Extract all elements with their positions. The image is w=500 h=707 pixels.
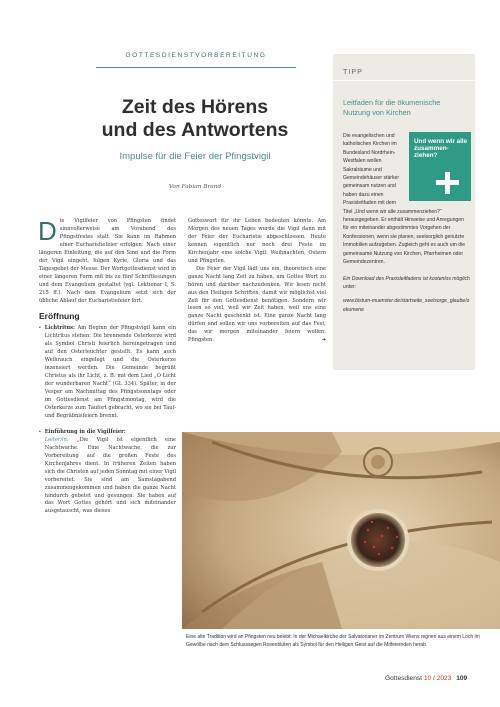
- page-number: 109: [456, 675, 468, 682]
- byline: Von Fabian Brand: [168, 184, 222, 190]
- article-subtitle: Impulse für die Feier der Pfingstvigil: [119, 151, 271, 162]
- cover-title: Und wenn wir alle zusammen-ziehen?: [414, 138, 468, 159]
- section-kicker: GOTTESDIENSTVORBEREITUNG: [125, 52, 267, 59]
- article-title: [60, 96, 330, 142]
- tip-divider: [333, 80, 475, 81]
- photo-illustration: [182, 432, 500, 629]
- tip-heading: Leitfaden für die ökumenische Nutzung von Kirchen: [343, 98, 441, 117]
- paragraph-text: Die Feier der Vigil lädt uns ein, theoretisch eine ganze Nacht lang Zeit zu haben, um Gottes Wort zu hören und darüber nachzudenken. Wir lesen nicht aus den Heiligen Schriften, damit wir möglichst viel Zeit für den Gottesdienst benötigen. Sondern wir lesen so viel, weil wir Zeit haben, weil uns eine ganze Nacht geschenkt ist. Eine ganze Nacht lang dürfen und sollen wir uns vorbereiten auf das Fest, das wir morgen miteinander feiern wollen: Pfingsten.: [188, 265, 326, 344]
- title-line-1: Zeit des Hörens: [121, 96, 269, 118]
- bullet-text: „Die Vigil ist eigentlich eine Nachtwache. Eine Nachtwache, die zur Vorbereitung auf die großen Feste des Kirchenjahres dient. In früheren Zeiten haben sich die Christen auf jeden Sonntag mit einer Vigil vorbereitet: Sie sind am Samstagabend zusammengekommen und haben die ganze Nacht hindurch gebetet und gesungen. Sie haben auf das Wort Gottes gehört und sich miteinander ausgetauscht, was dieses: [44, 436, 176, 515]
- magazine-name: Gottesdienst: [385, 675, 423, 682]
- intro-paragraph: ie Vigilfeier von Pfingsten findet sinnvollerweise am Vorabend des Pfingstfestes statt. Sie kann im Rahmen einer Eucharistiefeier erfolgen: Nach einer längeren Einleitung, die auf den Sinn und die Form der Vigil eingeht, folgen Kyrie, Gloria und das Tagesgebet der Messe. Der Wortgottesdienst wird in einer längeren Form mit bis zu fünf Schriftlesungen und dem Evangelium gestaltet (vgl. Lektionar I, S. 215 ff.). Nach dem Evangelium setzt sich der übliche Ablauf der Eucharistiefeier fort.: [39, 218, 176, 304]
- kicker-divider: [96, 67, 296, 68]
- tip-label: TIPP: [343, 67, 363, 76]
- tip-body: [343, 132, 471, 314]
- continue-arrow-icon: ➔: [321, 337, 326, 344]
- issue-number: 10 / 2023: [423, 675, 452, 682]
- bullet-text: Am Beginn der Pfingstvigil kann ein Lichtritus stehen: Die brennende Osterkerze wird als Symbol Christi feierlich hereingetragen und auf den Osterleuchter gestellt. Es kann auch Weihrauch eingelegt und die Osterkerze inzensiert werden. Die Gemeinde begrüßt Christus als ihr Licht, z. B. mit dem Lied „O Licht der wunderbaren Nacht“ (GL 334). Später, in der Vesper am Nachmittag des Pfingstsonntags oder im Gottesdienst am Pfingstmontag, wird die Osterkerze zum Taufort gebracht, wo sie bei Tauf- und Begräbnisfeiern brennt.: [44, 325, 176, 419]
- brochure-cover-image: [409, 132, 471, 201]
- download-link[interactable]: www.bistum-muenster.de/startseite_seelsorge_glaube/oekumene: [343, 298, 470, 313]
- list-item: [39, 325, 176, 420]
- bullet-label: Lichtritus:: [44, 325, 75, 332]
- download-note: Ein Download des Praxisleitfadens ist kostenlos möglich unter:: [343, 275, 470, 290]
- paragraph: Gotteswort für ihr Leben bedeuten könnte. Am Morgen des neuen Tages wurde die Vigil dann mit der Feier der Eucharistie abgeschlossen. Heute kennen eigentlich nur noch drei Feste im Kirchenjahr eine solche Vigil: Weihnachten, Ostern und Pfingsten.: [188, 218, 326, 264]
- photo-caption: Eine alte Tradition wird an Pfingsten neu belebt: In der Michaelkirche der Salvatorianer im Zentrum Wiens regnen aus einem Loch im Gewölbe nach dem Schlusssegen Rosenblüten als Symbol für den Heiligen Geist auf die Mitfeiernden herab.: [186, 634, 480, 648]
- tip-paragraph: Die evangelischen und katholischen Kirchen im Bundesland Nordrhein-Westfalen wollen Sakralräume und Gemeindehäuser stärker gemeinsam nutzen und haben dazu einen Praxisleitfaden mit dem Titel „Und wenn wir alle zusammenziehen?“ herausgegeben. Er enthält Hinweise und Anregungen für ein miteinander abgestimmtes Vorgehen der Konfessionen, wenn sie planen, seelsorglich genutzte Immobilien aufzugeben. Zugleich geht es auch um die gemeinsame Nutzung von Kirchen, Pfarrheimen oder Gemeindezentren.: [343, 133, 466, 266]
- paragraph: [188, 266, 326, 346]
- bullet-icon: •: [39, 428, 41, 435]
- page-footer: [385, 675, 467, 682]
- bullet-label: Einführung in die Vigilfeier:: [44, 428, 126, 435]
- bullet-icon: •: [39, 325, 41, 332]
- speaker-label: Leiter/in:: [44, 436, 69, 443]
- section-heading: Eröffnung: [39, 311, 80, 322]
- column-2: [188, 218, 326, 345]
- title-line-2: und des Antwortens: [101, 119, 289, 141]
- column-1: [39, 218, 176, 516]
- list-item: [39, 429, 176, 516]
- drop-cap: D: [38, 216, 57, 246]
- church-vault-photo: [182, 432, 500, 629]
